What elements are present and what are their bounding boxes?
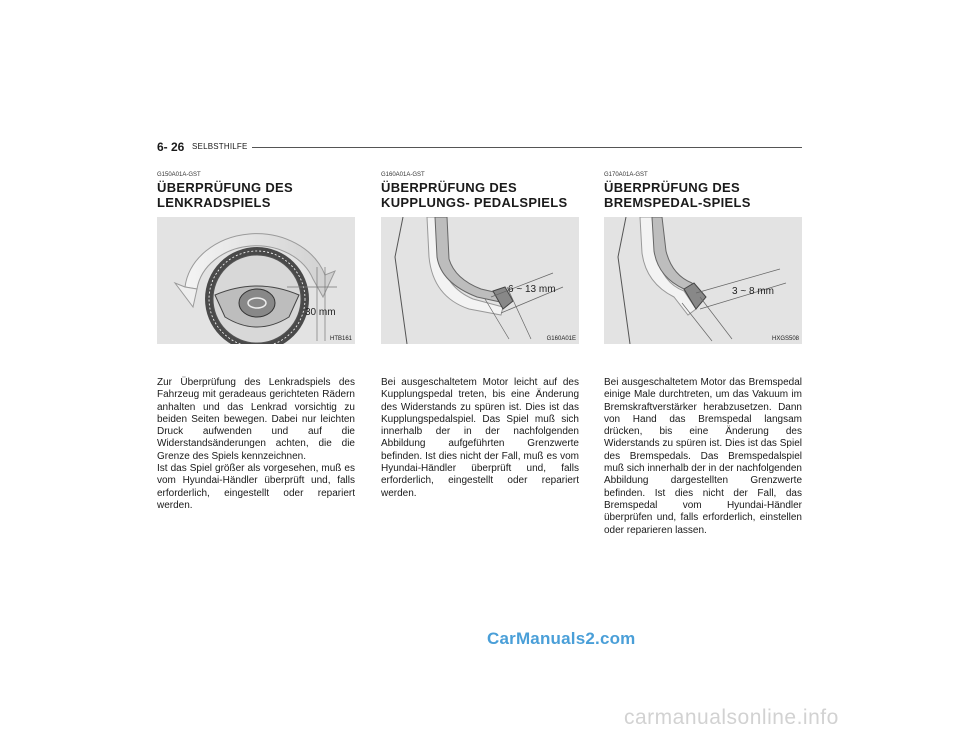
steering-wheel-illustration: [157, 217, 355, 344]
title-line-1: ÜBERPRÜFUNG DES: [381, 180, 517, 195]
section-body: [157, 377, 355, 512]
brake-pedal-figure: [604, 217, 802, 344]
section-code: G150A01A-GST: [157, 172, 201, 178]
section-code: G170A01A-GST: [604, 172, 648, 178]
figure-code: HTB161: [329, 336, 352, 342]
section-code: G160A01A-GST: [381, 172, 425, 178]
clutch-pedal-illustration: [381, 217, 579, 344]
header-rule: [252, 147, 802, 148]
section-label: SELBSTHILFE: [192, 142, 248, 151]
steering-wheel-figure: [157, 217, 355, 344]
clutch-pedal-figure: [381, 217, 579, 344]
section-body: [604, 377, 802, 537]
title-line-2: BREMSPEDAL-SPIELS: [604, 195, 751, 210]
section-body: [381, 377, 579, 500]
brake-pedal-illustration: [604, 217, 802, 344]
dimension-label: 3 ~ 8 mm: [732, 286, 774, 297]
title-line-1: ÜBERPRÜFUNG DES: [604, 180, 740, 195]
footer-watermark: carmanualsonline.info: [624, 706, 839, 729]
section-title: [604, 180, 802, 210]
figure-code: HXGS508: [771, 336, 799, 342]
dimension-label: 30 mm: [305, 307, 336, 318]
dimension-label: 6 ~ 13 mm: [508, 284, 556, 295]
section-clutch-play: [381, 172, 579, 499]
body-paragraph: Zur Überprüfung des Lenkradspiels des Fahrzeug mit geradeaus gerichteten Rädern anhalten und das Lenkrad vorsichtig zu beiden Seiten bewegen. Dabei nur leichten Druck aufwenden und auf die Widerstandsänderungen achten, die die Grenze des Spiels kennzeichnen.: [157, 377, 355, 462]
body-paragraph: Ist das Spiel größer als vorgesehen, muß es vom Hyundai-Händler überprüft und, falls erforderlich, eingestellt oder repariert werden.: [157, 463, 355, 511]
title-line-1: ÜBERPRÜFUNG DES: [157, 180, 293, 195]
page-header: [157, 140, 802, 156]
body-paragraph: Bei ausgeschaltetem Motor das Bremspedal einige Male durchtreten, um das Vakuum im Bremskraftverstärker herabzusetzen. Dann von Hand das Bremspedal langsam drücken, bis eine Änderung des Widerstands zu spüren ist. Dies ist das Spiel des Bremspedals. Das Bremspedalspiel muß sich innerhalb der in der nachfolgenden Abbildung dargestellten Grenzwerte befinden. Ist dies nicht der Fall, das Bremspedal vom Hyundai-Händler überprüfen und, falls erforderlich, einstellen oder reparieren lassen.: [604, 377, 802, 536]
body-paragraph: Bei ausgeschaltetem Motor leicht auf des Kupplungspedal treten, bis eine Änderung des Widerstands zu spüren ist. Dies ist das Kupplungspedalspiel. Das Spiel muß sich innerhalb der in der nachfolgenden Abbildung aufgeführten Grenzwerte befinden. Ist dies nicht der Fall, muß es vom Hyundai-Händler überprüft und, falls erforderlich, eingestellt oder repariert werden.: [381, 377, 579, 499]
section-title: [157, 180, 355, 210]
section-title: [381, 180, 579, 210]
figure-code: G160A01E: [546, 336, 576, 342]
page-number: 6- 26: [157, 140, 185, 154]
title-line-2: LENKRADSPIELS: [157, 195, 271, 210]
section-steering-play: [157, 172, 355, 511]
section-brake-play: [604, 172, 802, 536]
title-line-2: KUPPLUNGS- PEDALSPIELS: [381, 195, 568, 210]
watermark-link[interactable]: CarManuals2.com: [487, 629, 636, 648]
